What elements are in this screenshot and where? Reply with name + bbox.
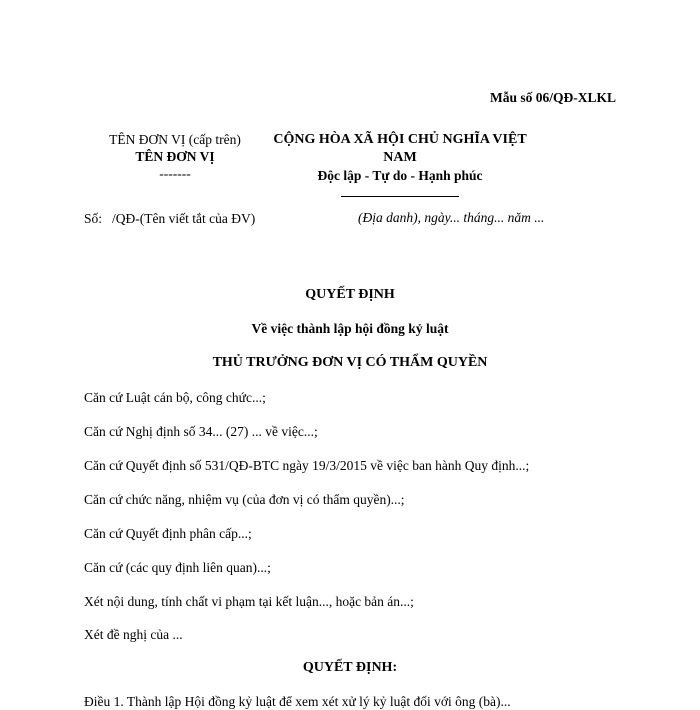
dash-line: ------- <box>159 166 191 181</box>
basis-line: Căn cứ Nghị định số 34... (27) ... về việc...; <box>84 424 318 439</box>
number-label: Số: <box>84 211 103 226</box>
form-code: Mẫu số 06/QĐ-XLKL <box>489 90 616 105</box>
parent-unit: TÊN ĐƠN VỊ (cấp trên) <box>109 132 241 147</box>
motto-underline <box>341 196 459 197</box>
basis-line: Xét nội dung, tính chất vi phạm tại kết luận..., hoặc bản án...; <box>84 594 414 609</box>
document-number <box>84 210 292 228</box>
motto: Độc lập - Tự do - Hạnh phúc <box>317 168 483 183</box>
basis-line: Căn cứ Quyết định phân cấp...; <box>84 526 252 541</box>
basis-line: Căn cứ (các quy định liên quan)...; <box>84 560 271 575</box>
country-line-1: CỘNG HÒA XÃ HỘI CHỦ NGHĨA VIỆT <box>273 132 527 147</box>
decision-heading: QUYẾT ĐỊNH: <box>302 660 398 675</box>
decision-title: QUYẾT ĐỊNH <box>305 287 395 302</box>
number-value: /QĐ-(Tên viết tắt của ĐV) <box>112 211 256 226</box>
basis-line: Căn cứ chức năng, nhiệm vụ (của đơn vị có thẩm quyền)...; <box>84 492 405 507</box>
header-left <box>70 131 280 182</box>
unit-name: TÊN ĐƠN VỊ <box>135 149 215 164</box>
country-line-2: NAM <box>383 150 417 165</box>
basis-line: Xét đề nghị của ... <box>84 627 183 642</box>
place-date: (Địa danh), ngày... tháng... năm ... <box>358 210 545 225</box>
decision-subject: Về việc thành lập hội đồng kỷ luật <box>251 321 449 336</box>
article-1: Điều 1. Thành lập Hội đồng kỷ luật để xem xét xử lý kỷ luật đối với ông (bà)... <box>84 694 511 709</box>
authority-heading: THỦ TRƯỞNG ĐƠN VỊ CÓ THẨM QUYỀN <box>212 355 488 370</box>
basis-line: Căn cứ Quyết định số 531/QĐ-BTC ngày 19/3/2015 về việc ban hành Quy định...; <box>84 458 530 473</box>
header-right <box>250 131 550 203</box>
basis-line: Căn cứ Luật cán bộ, công chức...; <box>84 390 266 405</box>
